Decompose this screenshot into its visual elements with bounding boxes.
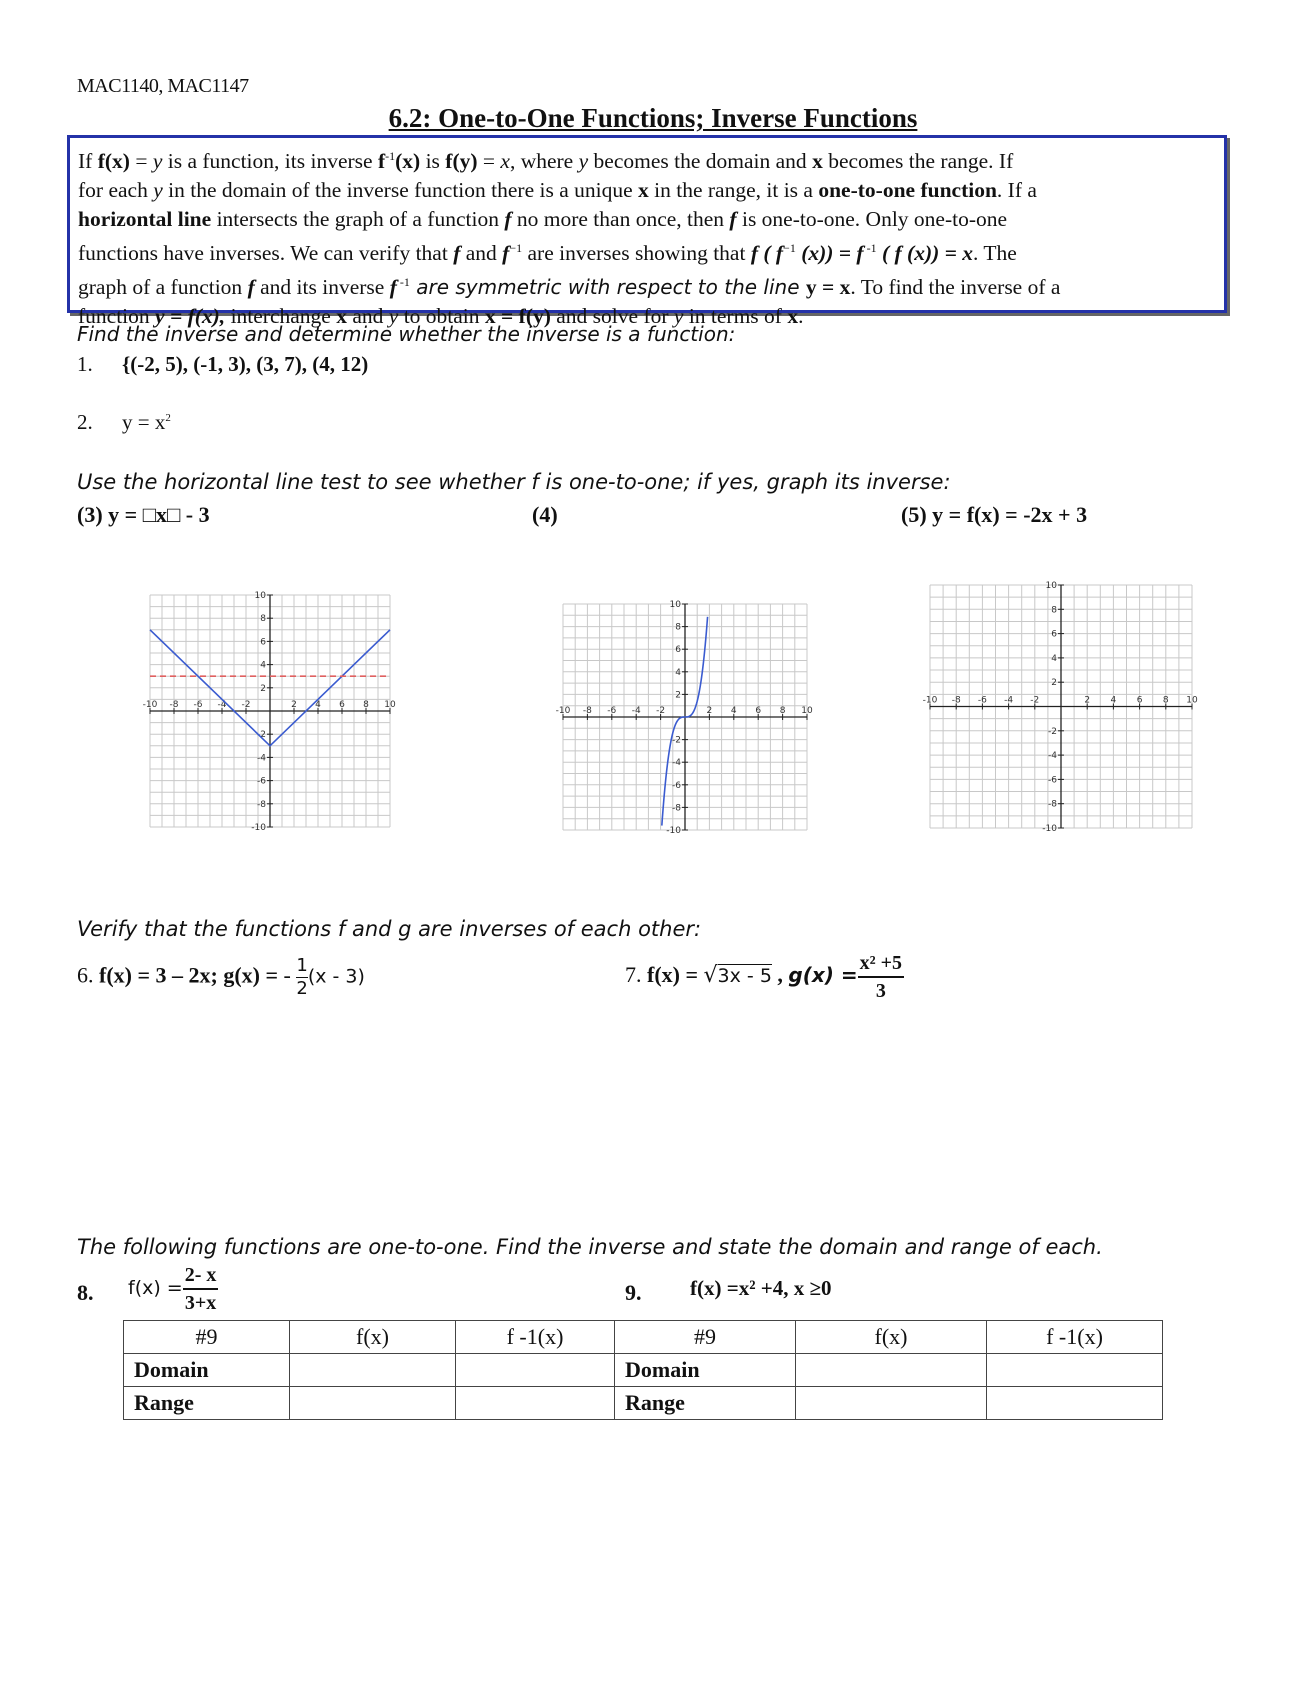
answer-cell[interactable] xyxy=(987,1387,1163,1420)
y-tick-label: -4 xyxy=(1048,751,1057,762)
problem-2-number: 2. xyxy=(77,410,93,434)
instruction-find-inverse: Find the inverse and determine whether the inverse is a function: xyxy=(77,322,736,346)
header-cell: f -1(x) xyxy=(987,1321,1163,1354)
header-cell: f(x) xyxy=(290,1321,456,1354)
y-tick-label: 2 xyxy=(1051,678,1057,689)
x-tick-label: 10 xyxy=(384,700,396,710)
definition-box xyxy=(67,135,1227,329)
x-tick-label: -2 xyxy=(656,706,666,716)
definition-line-3: horizontal line intersects the graph of a function f no more than once, then f is one-to-one. Only one-to-one xyxy=(78,207,1008,232)
x-tick-label: 4 xyxy=(1110,695,1117,706)
y-tick-label: 4 xyxy=(260,660,266,671)
x-tick-label: 6 xyxy=(1136,695,1143,706)
x-tick-label: -4 xyxy=(1004,695,1014,706)
x-tick-label: 8 xyxy=(1162,695,1169,706)
x-tick-label: -10 xyxy=(555,706,571,716)
page-title: 6.2: One-to-One Functions; Inverse Functions xyxy=(388,103,918,133)
y-tick-label: 8 xyxy=(1051,605,1057,616)
y-tick-label: 8 xyxy=(675,622,681,633)
x-tick-label: -8 xyxy=(951,695,961,706)
row-label-domain: Domain xyxy=(615,1354,796,1387)
header-cell: f(x) xyxy=(796,1321,987,1354)
problem-8-number: 8. xyxy=(77,1280,94,1305)
x-tick-label: 2 xyxy=(706,706,713,716)
answer-cell[interactable] xyxy=(796,1387,987,1420)
y-tick-label: -4 xyxy=(257,753,266,764)
definition-line-6: function y = f(x), interchange x and y to obtain x = f(y) and solve for y in terms of x. xyxy=(78,304,804,329)
y-tick-label: -10 xyxy=(1042,824,1057,834)
table-row xyxy=(124,1387,1163,1420)
problem-7: 7. f(x) = √3x - 5 , g(x) = $\frac{\text{x² +5}}{3}$ xyxy=(625,952,903,1002)
y-tick-label: -10 xyxy=(666,826,681,836)
y-tick-label: 6 xyxy=(260,637,266,648)
instruction-verify-inverses: Verify that the functions f and g are inverses of each other: xyxy=(77,917,702,941)
instruction-horizontal-line-test: Use the horizontal line test to see whether f is one-to-one; if yes, graph its inverse: xyxy=(77,470,951,494)
instruction-find-domain-range: The following functions are one-to-one. Find the inverse and state the domain and range of each. xyxy=(77,1235,1103,1259)
problem-1-number: 1. xyxy=(77,352,93,376)
y-tick-label: 10 xyxy=(1045,581,1057,591)
x-tick-label: -8 xyxy=(582,706,592,716)
answer-cell[interactable] xyxy=(456,1387,615,1420)
definition-line-1: If f(x) = y is a function, its inverse $f^{-1}(x)$ is f(y) = x, where y becomes the domain and x becomes the range. If xyxy=(78,149,1014,174)
header-cell: f -1(x) xyxy=(456,1321,615,1354)
y-tick-label: 6 xyxy=(675,645,681,656)
y-tick-label: 4 xyxy=(675,667,681,678)
y-tick-label: 6 xyxy=(1051,629,1057,640)
table-row xyxy=(124,1354,1163,1387)
answer-cell[interactable] xyxy=(290,1387,456,1420)
graph-problem-4 xyxy=(555,600,813,836)
problem-4-label: (4) xyxy=(532,502,558,527)
x-tick-label: 4 xyxy=(315,700,321,710)
row-label-domain: Domain xyxy=(124,1354,290,1387)
x-tick-label: -4 xyxy=(217,700,227,710)
problem-9-function: f(x) =x² +4, x ≥0 xyxy=(690,1276,832,1300)
table-header-row xyxy=(124,1321,1163,1354)
x-tick-label: 8 xyxy=(779,706,786,716)
definition-line-5: graph of a function f and its inverse f $^{-1}$ are symmetric with respect to the line y = x. To find the inverse of a xyxy=(78,275,1061,300)
x-tick-label: 10 xyxy=(1186,695,1198,706)
x-tick-label: -2 xyxy=(1030,695,1040,706)
header-cell: #9 xyxy=(615,1321,796,1354)
y-tick-label: 10 xyxy=(254,591,266,601)
x-tick-label: -6 xyxy=(193,700,203,710)
problem-2-equation: $y = x^2$ xyxy=(122,410,171,434)
y-tick-label: -2 xyxy=(257,730,266,741)
answer-cell[interactable] xyxy=(987,1354,1163,1387)
y-tick-label: 4 xyxy=(1051,653,1057,664)
x-tick-label: 2 xyxy=(291,700,297,710)
answer-cell[interactable] xyxy=(456,1354,615,1387)
x-tick-label: 6 xyxy=(755,706,762,716)
y-tick-label: 2 xyxy=(260,683,266,694)
x-tick-label: 4 xyxy=(730,706,737,716)
row-label-range: Range xyxy=(615,1387,796,1420)
row-label-range: Range xyxy=(124,1387,290,1420)
problem-6: 6. f(x) = 3 – 2x; g(x) = - $\frac{1}{2}$ (x - 3) xyxy=(77,955,365,999)
y-tick-label: -8 xyxy=(257,799,266,810)
x-tick-label: 10 xyxy=(801,706,813,716)
graph-problem-5 xyxy=(922,581,1198,834)
y-tick-label: -6 xyxy=(1048,775,1057,786)
x-tick-label: -6 xyxy=(607,706,617,716)
y-tick-label: -4 xyxy=(672,758,681,769)
y-tick-label: -8 xyxy=(672,803,681,814)
problem-5-label: (5) y = f(x) = -2x + 3 xyxy=(901,502,1088,527)
y-tick-label: -10 xyxy=(251,823,266,833)
y-tick-label: 2 xyxy=(675,690,681,701)
x-tick-label: -2 xyxy=(241,700,251,710)
x-tick-label: 8 xyxy=(363,700,369,710)
domain-range-table xyxy=(123,1320,1163,1420)
x-tick-label: -10 xyxy=(922,695,938,706)
y-tick-label: -2 xyxy=(1048,726,1057,737)
y-tick-label: -6 xyxy=(257,776,266,787)
problem-8-function: f(x) = $\frac{2- x}{3+x}$ xyxy=(128,1264,217,1314)
x-tick-label: 2 xyxy=(1084,695,1091,706)
x-tick-label: -4 xyxy=(631,706,641,716)
answer-cell[interactable] xyxy=(290,1354,456,1387)
course-codes: MAC1140, MAC1147 xyxy=(77,75,249,97)
y-tick-label: -8 xyxy=(1048,799,1057,810)
problem-1-set: {(-2, 5), (-1, 3), (3, 7), (4, 12) xyxy=(122,352,369,376)
graph-problem-3 xyxy=(142,591,396,833)
x-tick-label: -6 xyxy=(977,695,987,706)
x-tick-label: -8 xyxy=(169,700,179,710)
answer-cell[interactable] xyxy=(796,1354,987,1387)
definition-line-4: functions have inverses. We can verify that f and $f^{-1}$ are inverses showing that f ( $f^{-1}$ (x)) = f $^{-1}$ ( f (x)) = x. The xyxy=(78,241,1017,266)
header-cell: #9 xyxy=(124,1321,290,1354)
problem-9-number: 9. xyxy=(625,1280,642,1305)
y-tick-label: 8 xyxy=(260,614,266,625)
y-tick-label: -6 xyxy=(672,780,681,791)
y-tick-label: 10 xyxy=(669,600,681,610)
x-tick-label: -10 xyxy=(142,700,158,710)
definition-line-2: for each y in the domain of the inverse function there is a unique x in the range, it is a one-to-one function. If a xyxy=(78,178,1037,203)
problem-3-label: (3) y = □x□ - 3 xyxy=(77,502,210,527)
x-tick-label: 6 xyxy=(339,700,345,710)
y-tick-label: -2 xyxy=(672,735,681,746)
